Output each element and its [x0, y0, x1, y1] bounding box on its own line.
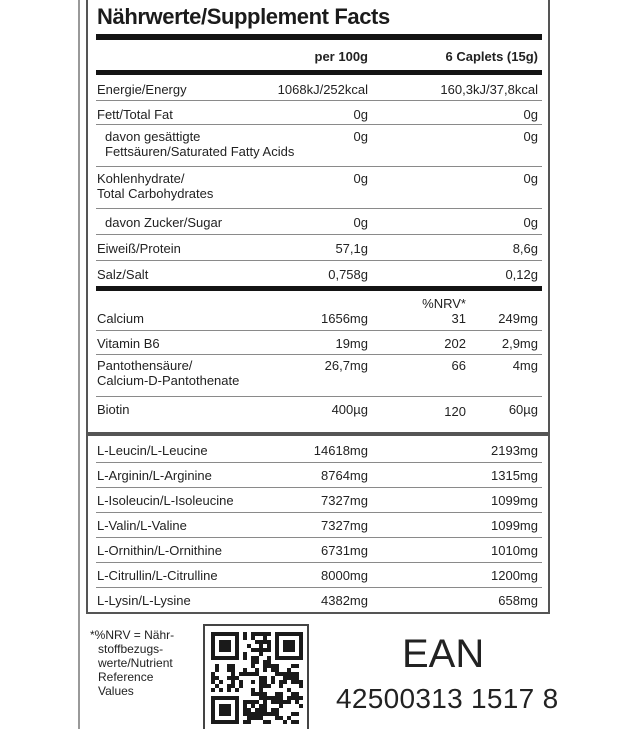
amino-value-100g: 14618mg	[313, 443, 368, 458]
nutrient-label: davon Zucker/Sugar	[105, 215, 223, 230]
row-divider	[96, 487, 542, 488]
row-divider	[96, 208, 542, 209]
supplement-facts-panel	[86, 0, 550, 434]
amino-acid-panel	[86, 434, 550, 614]
qr-code-icon	[211, 632, 303, 724]
amino-label: L-Citrullin/L-Citrulline	[97, 568, 218, 583]
nutrient-label: Kohlenhydrate/	[97, 171, 185, 186]
amino-value-serving: 1315mg	[491, 468, 538, 483]
nutrient-label: Eiweiß/Protein	[97, 241, 181, 256]
vitamin-value-100g: 1656mg	[321, 311, 368, 326]
nutrient-label: davon gesättigte	[105, 129, 201, 144]
vitamin-value-100g: 19mg	[335, 336, 368, 351]
row-divider	[96, 100, 542, 101]
vitamin-value-serving: 60µg	[508, 402, 538, 417]
vitamin-value-100g: 400µg	[331, 402, 368, 417]
amino-value-serving: 1200mg	[491, 568, 538, 583]
amino-value-100g: 6731mg	[321, 543, 368, 558]
row-divider	[96, 260, 542, 261]
vitamin-nrv: 66	[451, 358, 466, 373]
vitamin-value-serving: 249mg	[498, 311, 538, 326]
qr-frame	[203, 624, 309, 729]
footnote-line: werte/Nutrient	[98, 656, 173, 670]
nutrient-value-100g: 0g	[353, 129, 368, 144]
nutrient-value-100g: 57,1g	[335, 241, 368, 256]
row-divider	[96, 512, 542, 513]
amino-label: L-Isoleucin/L-Isoleucine	[97, 493, 234, 508]
ean-label: EAN	[402, 632, 485, 676]
amino-label: L-Leucin/L-Leucine	[97, 443, 208, 458]
nutrient-label: Energie/Energy	[97, 82, 187, 97]
nutrient-value-100g: 0,758g	[328, 267, 368, 282]
amino-label: L-Ornithin/L-Ornithine	[97, 543, 222, 558]
header-divider	[96, 70, 542, 75]
nutrient-label: Salz/Salt	[97, 267, 149, 282]
header-per-serving: 6 Caplets (15g)	[445, 49, 538, 64]
footnote-line: *%NRV = Nähr-	[90, 628, 175, 642]
nutrient-label: Fettsäuren/Saturated Fatty Acids	[105, 144, 295, 159]
nrv-header: %NRV*	[422, 296, 466, 311]
amino-label: L-Valin/L-Valine	[97, 518, 187, 533]
vitamin-label: Vitamin B6	[97, 336, 160, 351]
amino-value-100g: 7327mg	[321, 493, 368, 508]
amino-value-100g: 4382mg	[321, 593, 368, 608]
nutrient-value-serving: 0g	[523, 107, 538, 122]
row-divider	[96, 234, 542, 235]
amino-value-serving: 2193mg	[491, 443, 538, 458]
vitamin-value-serving: 4mg	[512, 358, 538, 373]
row-divider	[96, 462, 542, 463]
row-divider	[96, 396, 542, 397]
packaging-edge	[78, 0, 80, 729]
nrv-footnote	[90, 628, 174, 698]
footnote-line: Values	[98, 684, 134, 698]
vitamin-nrv: 31	[451, 311, 466, 326]
amino-value-100g: 7327mg	[321, 518, 368, 533]
nutrient-value-100g: 0g	[353, 171, 368, 186]
vitamin-label: Calcium-D-Pantothenate	[97, 373, 240, 388]
nutrient-value-100g: 0g	[353, 215, 368, 230]
amino-value-serving: 1010mg	[491, 543, 538, 558]
title-divider	[96, 34, 542, 40]
nutrient-value-serving: 8,6g	[512, 241, 538, 256]
ean-code: 42500313 1517 8	[336, 683, 559, 714]
amino-value-serving: 1099mg	[491, 518, 538, 533]
vitamin-nrv: 202	[444, 336, 466, 351]
vitamin-label: Pantothensäure/	[97, 358, 193, 373]
header-per-100g: per 100g	[314, 49, 368, 64]
row-divider	[96, 587, 542, 588]
amino-value-serving: 658mg	[498, 593, 538, 608]
nutrient-value-serving: 0,12g	[505, 267, 538, 282]
row-divider	[96, 330, 542, 331]
nutrient-label: Fett/Total Fat	[97, 107, 173, 122]
nutrient-value-100g: 0g	[353, 107, 368, 122]
vitamin-value-serving: 2,9mg	[501, 336, 538, 351]
row-divider	[96, 562, 542, 563]
vitamin-nrv: 120	[444, 404, 466, 419]
footnote-line: stoffbezugs-	[98, 642, 164, 656]
vitamin-value-100g: 26,7mg	[324, 358, 368, 373]
nutrient-value-100g: 1068kJ/252kcal	[277, 82, 368, 97]
amino-label: L-Lysin/L-Lysine	[97, 593, 191, 608]
panel-title: Nährwerte/Supplement Facts	[97, 4, 390, 29]
section-divider	[96, 286, 542, 291]
amino-value-100g: 8000mg	[321, 568, 368, 583]
row-divider	[96, 124, 542, 125]
nutrient-value-serving: 0g	[523, 129, 538, 144]
nutrient-value-serving: 0g	[523, 171, 538, 186]
nutrient-label: Total Carbohydrates	[97, 186, 214, 201]
footnote-line: Reference	[98, 670, 154, 684]
vitamin-label: Calcium	[97, 311, 144, 326]
row-divider	[96, 537, 542, 538]
amino-value-serving: 1099mg	[491, 493, 538, 508]
row-divider	[96, 354, 542, 355]
row-divider	[96, 166, 542, 167]
amino-value-100g: 8764mg	[321, 468, 368, 483]
vitamin-label: Biotin	[97, 402, 130, 417]
nutrient-value-serving: 160,3kJ/37,8kcal	[440, 82, 538, 97]
nutrient-value-serving: 0g	[523, 215, 538, 230]
amino-label: L-Arginin/L-Arginine	[97, 468, 212, 483]
